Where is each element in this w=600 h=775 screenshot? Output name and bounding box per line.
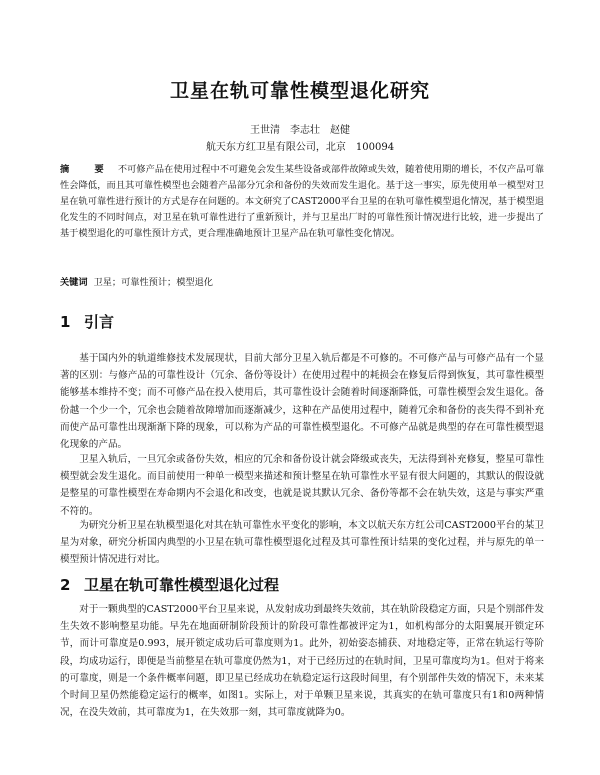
section-heading-intro (60, 311, 114, 332)
keywords-label: 关键词 (60, 277, 88, 288)
section-number: 1 (60, 313, 71, 331)
section-heading-degradation (60, 574, 279, 595)
degradation-paragraph: 对于一颗典型的CAST2000平台卫星来说，从发射成功到最终失效前，其在轨阶段稳定方面，只是个别部件发生失效不影响整星功能。早先在地面研制阶段预计的阶段可靠性都被评定为1，如机构部分的太阳翼展开锁定环节，而计可靠度是0.993，展开锁定成功后可靠度则为1。此外，初始姿态捕获、对地稳定等，正常在轨运行等阶段，均成功运行，即便是当前整星在轨可靠度仍然为1，对于已经历过的在轨时间，卫星可靠度均为1。但对于将来的可靠度，则是一个条件概率问题，即卫星已经成功在轨稳定运行这段时间里，有个别部件失效的情况下，未来某个时间卫星仍然能稳定运行的概率，如图1。实际上，对于单颗卫星来说，其真实的在轨可靠度只有1和0两种情况，在没失效前，其可靠度为1，在失效那一刻，其可靠度就降为0。 (60, 604, 544, 719)
paper-title: 卫星在轨可靠性模型退化研究 (169, 80, 430, 102)
keywords (60, 276, 544, 290)
intro-paragraph: 卫星入轨后，一旦冗余或备份失效，相应的冗余和备份设计就会降级或丧失，无法得到补充修复，整星可靠性模型就会发生退化。而目前使用一种单一模型来描述和预计整星在轨可靠性水平显有很大问题的，其默认的假设就是整星的可靠性模型在寿命期内不会退化和改变，也就是说其默认冗余、备份等都不会在轨失效，这是与事实严重不符的。 (60, 454, 544, 517)
section-title: 卫星在轨可靠性模型退化过程 (84, 576, 280, 594)
intro-paragraph: 为研究分析卫星在轨模型退化对其在轨可靠性水平变化的影响，本文以航天东方红公司CAST2000平台的某卫星为对象，研究分析国内典型的小卫星在轨可靠性模型退化过程及其可靠性预计结果的变化过程，并与原先的单一模型预计情况进行对比。 (60, 520, 544, 566)
section-title: 引言 (84, 313, 115, 331)
abstract (60, 162, 544, 242)
paper-affiliation: 航天东方红卫星有限公司，北京 100094 (205, 142, 395, 153)
abstract-label: 摘 要 (60, 164, 112, 175)
abstract-text: 不可修产品在使用过程中不可避免会发生某些设备或部件故障或失效，随着使用期的增长，不仅产品可靠性会降低，而且其可靠性模型也会随着产品部分冗余和备份的失效而发生退化。基于这一事实，原先使用单一模型对卫星在轨可靠性进行预计的方式是存在问题的。本文研究了CAST2000平台卫星的在轨可靠性模型退化情况，基于模型退化发生的不同时间点，对卫星在轨可靠性进行了重新预计，并与卫星出厂时的可靠性预计情况进行比较，进一步提出了基于模型退化的可靠性预计方式，更合理准确地预计卫星产品在轨可靠性变化情况。 (60, 164, 545, 239)
paper-authors: 王世清 李志壮 赵健 (250, 125, 350, 136)
keywords-text: 卫星；可靠性预计；模型退化 (93, 277, 213, 288)
section-number: 2 (60, 576, 71, 594)
intro-paragraph: 基于国内外的轨道维修技术发展现状，目前大部分卫星入轨后都是不可修的。不可修产品与可修产品有一个显著的区别：与修产品的可靠性设计（冗余、备份等设计）在使用过程中的耗损会在修复后得到恢复，其可靠性模型能够基本维持不变；而不可修产品在投入使用后，其可靠性设计会随着时间逐渐降低，可靠性模型会发生退化。备份越一个少一个，冗余也会随着故障增加而逐渐减少，这种在产品使用过程中，随着冗余和备份的丧失得不到补充而使产品可靠性出现渐渐下降的现象，可以称为产品的可靠性模型退化。不可修产品就是典型的存在可靠性模型退化现象的产品。 (60, 353, 544, 451)
